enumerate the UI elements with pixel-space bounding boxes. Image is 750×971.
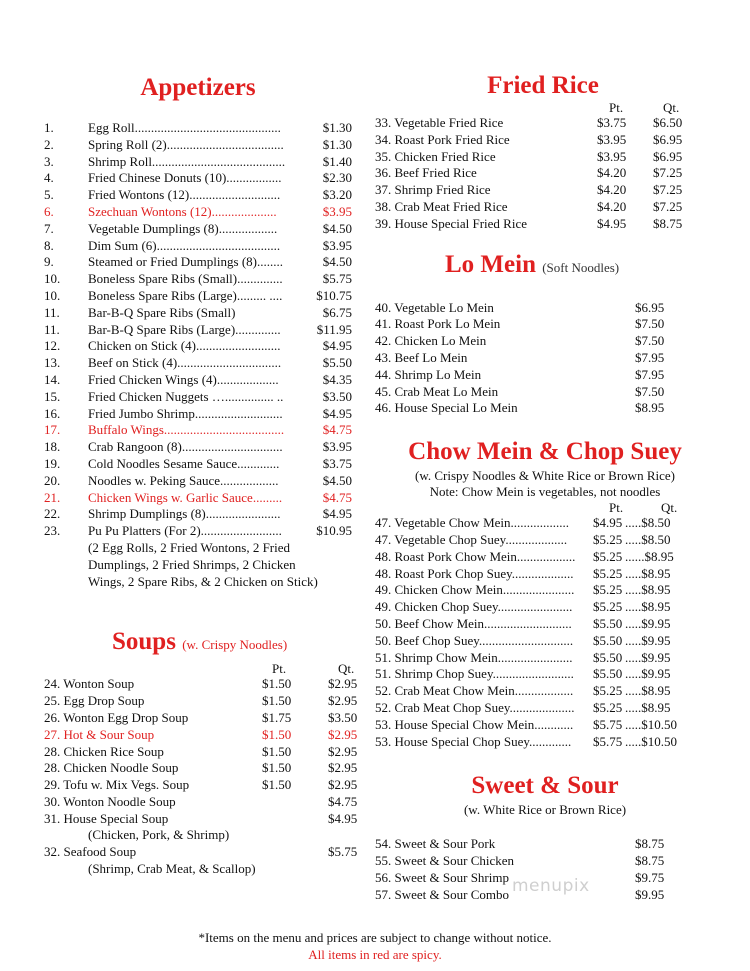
item-name: Egg Roll............................................. [88, 120, 281, 135]
item-name: Fried Chicken Nuggets …............... .. [88, 388, 284, 404]
item-name: Fried Chicken Wings (4)................... [88, 371, 279, 387]
menu-item [375, 333, 695, 350]
item-price-pint: $4.20 [597, 182, 627, 198]
item-name: Cold Noodles Sesame Sauce............. [88, 455, 280, 471]
soups-pt-label: Pt. [272, 661, 287, 677]
item-price: $4.95 [322, 338, 352, 354]
fried-rice-header [375, 100, 695, 115]
menu-item [375, 566, 695, 583]
item-name: 26. Wonton Egg Drop Soup [44, 709, 189, 725]
menu-item [44, 844, 358, 861]
item-name: 49. Chicken Chop Suey....................... [375, 599, 573, 615]
description-line: Wings, 2 Spare Ribs, & 2 Chicken on Stick) [88, 573, 318, 589]
item-price: $7.95 [635, 349, 665, 365]
item-price-pint: $5.75 [593, 716, 623, 732]
item-name: Chicken Wings w. Garlic Sauce......... [88, 489, 283, 505]
menu-item [375, 532, 695, 549]
item-name: Szechuan Wontons (12).................... [88, 203, 277, 219]
menu-item [375, 599, 695, 616]
item-price-pint: $5.25 [593, 531, 623, 547]
item-name: Buffalo Wings..................................... [88, 422, 285, 438]
item-name: 35. Chicken Fried Rice [375, 148, 496, 164]
item-name: Pu Pu Platters (For 2)......................... [88, 523, 282, 539]
item-price-pint: $5.25 [593, 699, 623, 715]
item-price-quart: $6.50 [653, 115, 683, 130]
item-name: Fried Wontons (12)............................ [88, 187, 281, 203]
menu-item [375, 633, 695, 650]
item-name: 30. Wonton Noodle Soup [44, 793, 176, 809]
menu-item [44, 254, 352, 271]
item-price-quart: $2.95 [328, 760, 358, 776]
menu-item [375, 853, 695, 870]
item-name: Fried Jumbo Shrimp........................... [88, 405, 283, 421]
item-price-quart: .....$8.95 [625, 565, 671, 581]
menu-item [375, 616, 695, 633]
item-price: $4.95 [322, 405, 352, 421]
lo-mein-list [375, 300, 695, 418]
item-price-quart: $5.75 [328, 844, 358, 860]
item-price-quart: $2.95 [328, 726, 358, 742]
menu-item [375, 515, 695, 532]
item-name: 42. Chicken Lo Mein [375, 333, 487, 349]
chow-mein-note-2: Note: Chow Mein is vegetables, not noodles [429, 484, 661, 500]
item-name: 36. Beef Fried Rice [375, 165, 477, 181]
item-price-quart: .....$9.95 [625, 632, 671, 648]
menu-item [44, 793, 358, 811]
item-price: $9.75 [635, 869, 665, 885]
item-price: $1.40 [322, 153, 352, 169]
item-name: 24. Wonton Soup [44, 676, 135, 692]
menu-item [44, 322, 352, 339]
lo-mein-subtitle: (Soft Noodles) [542, 259, 620, 275]
menu-item [44, 709, 358, 727]
menu-item [375, 300, 695, 317]
item-price: $7.50 [635, 333, 665, 349]
item-price-pint: $5.75 [593, 733, 623, 749]
item-name: 54. Sweet & Sour Pork [375, 836, 496, 852]
right-column [375, 72, 695, 904]
chow-mein-header [375, 500, 695, 515]
menu-item [44, 422, 352, 439]
item-price: $2.30 [322, 170, 352, 186]
item-price-quart: .....$8.50 [625, 531, 671, 547]
menu-item [44, 456, 352, 473]
item-price-pint: $5.25 [593, 548, 623, 564]
item-name: 46. House Special Lo Mein [375, 400, 518, 416]
item-price-quart: .....$9.95 [625, 615, 671, 631]
item-name: Noodles w. Peking Sauce.................. [88, 472, 279, 488]
appetizers-list [44, 120, 352, 540]
item-price: $4.50 [322, 254, 352, 270]
soups-list [44, 676, 358, 878]
item-price: $3.95 [322, 439, 352, 455]
item-number: 9. [44, 254, 54, 270]
item-name: 34. Roast Pork Fried Rice [375, 131, 510, 147]
menu-item [375, 717, 695, 734]
menu-item [375, 199, 695, 216]
item-price: $6.95 [635, 299, 665, 315]
menu-item [375, 216, 695, 233]
item-price-quart: $4.95 [328, 810, 358, 826]
fried-rice-title: Fried Rice [487, 72, 599, 99]
item-price-quart: .....$8.95 [625, 599, 671, 615]
item-name: 41. Roast Pork Lo Mein [375, 316, 501, 332]
item-name: Dim Sum (6)...................................... [88, 237, 281, 253]
fried-rice-qt-label: Qt. [663, 100, 680, 115]
menu-item [44, 154, 352, 171]
menu-item [44, 221, 352, 238]
menu-item [44, 777, 358, 794]
item-name: 28. Chicken Rice Soup [44, 743, 164, 759]
item-price: $7.50 [635, 316, 665, 332]
item-price-quart: $7.25 [653, 198, 683, 214]
menu-item [44, 439, 352, 456]
menu-item [375, 582, 695, 599]
item-name: Boneless Spare Ribs (Small).............. [88, 271, 283, 287]
item-name: 55. Sweet & Sour Chicken [375, 853, 515, 869]
item-price-quart: .....$8.95 [625, 699, 671, 715]
item-name: 27. Hot & Sour Soup [44, 726, 155, 742]
item-price: $4.35 [322, 371, 352, 387]
item-price-quart: .....$10.50 [625, 716, 677, 732]
menu-item [375, 182, 695, 199]
item-name: 52. Crab Meat Chow Mein.................. [375, 683, 574, 699]
item-price-pint: $5.50 [593, 632, 623, 648]
menu-item [44, 810, 358, 828]
menu-item [375, 700, 695, 717]
sweet-sour-title: Sweet & Sour [471, 772, 619, 800]
item-name: Crab Rangoon (8)............................... [88, 439, 283, 455]
item-name: 38. Crab Meat Fried Rice [375, 198, 508, 214]
item-price: $4.50 [322, 220, 352, 236]
item-price-quart: .....$9.95 [625, 649, 671, 665]
menu-item [44, 372, 352, 389]
item-name: 25. Egg Drop Soup [44, 693, 145, 709]
soups-title: Soups (w. Crispy Noodles) [112, 628, 288, 656]
item-name: 31. House Special Soup [44, 810, 169, 826]
item-number: 4. [44, 170, 54, 186]
item-number: 8. [44, 237, 54, 253]
menu-item [44, 204, 352, 221]
left-column [44, 72, 358, 878]
item-price: $3.75 [322, 455, 352, 471]
item-price-quart: $7.25 [653, 165, 683, 181]
menu-item [375, 836, 695, 853]
item-price-quart: $6.95 [653, 131, 683, 147]
item-price: $3.50 [322, 388, 352, 404]
item-name: 50. Beef Chop Suey............................. [375, 632, 574, 648]
item-name: Vegetable Dumplings (8).................. [88, 220, 278, 236]
item-name: 49. Chicken Chow Mein...................... [375, 582, 575, 598]
item-name: Boneless Spare Ribs (Large)......... .... [88, 287, 283, 303]
menu-item [44, 693, 358, 710]
soups-subtitle: (w. Crispy Noodles) [182, 637, 288, 653]
item-price-pint: $3.95 [597, 148, 627, 164]
item-price-quart: $2.95 [328, 676, 358, 692]
item-number: 18. [44, 439, 61, 455]
item-number: 15. [44, 388, 61, 404]
item-price: $10.95 [316, 523, 352, 539]
item-price-pint: $5.50 [593, 666, 623, 682]
appetizers-title: Appetizers [140, 74, 256, 101]
item-name: 57. Sweet & Sour Combo [375, 886, 509, 902]
menu-item [375, 683, 695, 700]
menu-item [44, 137, 352, 154]
item-name: 39. House Special Fried Rice [375, 215, 527, 231]
item-price: $6.75 [322, 304, 352, 320]
menu-item [44, 743, 358, 761]
item-price-quart: .....$9.95 [625, 666, 671, 682]
item-price-pint: $4.20 [597, 198, 627, 214]
menu-item [375, 316, 695, 333]
item-price: $3.95 [322, 237, 352, 253]
item-price-pint: $1.50 [262, 760, 292, 776]
item-name: 28. Chicken Noodle Soup [44, 760, 179, 776]
item-name: 47. Vegetable Chow Mein.................. [375, 515, 570, 531]
menu-item [375, 400, 695, 417]
item-price: $8.95 [635, 400, 665, 416]
item-name: Shrimp Roll......................................... [88, 153, 286, 169]
menu-item [44, 120, 352, 137]
item-number: 23. [44, 523, 61, 539]
item-number: 11. [44, 321, 60, 337]
item-price-quart: .....$8.95 [625, 582, 671, 598]
item-price-pint: $5.50 [593, 615, 623, 631]
item-number: 17. [44, 422, 61, 438]
sweet-sour-note: (w. White Rice or Brown Rice) [463, 802, 627, 818]
item-name: 47. Vegetable Chop Suey................... [375, 531, 568, 547]
menu-item [375, 650, 695, 667]
item-price-pint: $5.25 [593, 565, 623, 581]
item-price-quart: .....$10.50 [625, 733, 677, 749]
item-name: Beef on Stick (4)................................ [88, 355, 282, 371]
menupix-watermark: menupix [512, 876, 590, 896]
item-price: $3.95 [322, 203, 352, 219]
item-price: $8.75 [635, 853, 665, 869]
item-name: 32. Seafood Soup [44, 844, 137, 860]
menu-item [375, 549, 695, 566]
item-price-quart: .....$8.50 [625, 515, 671, 531]
item-name: 48. Roast Pork Chow Mein.................. [375, 548, 576, 564]
item-price-pint: $4.95 [597, 215, 627, 231]
item-price-pint: $1.50 [262, 693, 292, 709]
item-price-pint: $4.20 [597, 165, 627, 181]
item-name: 52. Crab Meat Chop Suey.................... [375, 699, 575, 715]
menu-item [44, 506, 352, 523]
item-number: 10. [44, 287, 61, 303]
soups-header [44, 661, 355, 677]
item-number: 19. [44, 455, 61, 471]
menu-item [375, 367, 695, 384]
item-price-pint: $4.95 [593, 515, 623, 531]
item-number: 16. [44, 405, 61, 421]
menu-item [375, 734, 695, 751]
menu-item [44, 355, 352, 372]
item-name: 37. Shrimp Fried Rice [375, 182, 491, 198]
item-price-pint: $5.25 [593, 582, 623, 598]
menu-item [375, 115, 695, 132]
menu-item [44, 760, 358, 777]
item-number: 11. [44, 304, 60, 320]
item-price-quart: $6.95 [653, 148, 683, 164]
chow-mein-list [375, 515, 695, 750]
item-price: $7.50 [635, 383, 665, 399]
menu-item [44, 523, 352, 540]
item-number: 6. [44, 203, 54, 219]
menu-item [44, 406, 352, 423]
item-price-quart: $7.25 [653, 182, 683, 198]
menu-item [44, 490, 352, 507]
menu-item [44, 473, 352, 490]
item-name: Chicken on Stick (4).......................... [88, 338, 281, 354]
item-name: 56. Sweet & Sour Shrimp [375, 869, 509, 885]
item-number: 14. [44, 371, 61, 387]
item-price-pint: $1.50 [262, 726, 292, 742]
item-price-pint: $1.75 [262, 709, 292, 725]
item-name: 51. Shrimp Chow Mein....................... [375, 649, 573, 665]
chow-mein-title: Chow Mein & Chop Suey [408, 438, 682, 466]
item-price: $4.75 [322, 422, 352, 438]
item-price-quart: ......$8.95 [625, 548, 674, 564]
chow-mein-pt-label: Pt. [609, 500, 624, 516]
menu-item [375, 384, 695, 401]
menu-item [375, 165, 695, 182]
item-number: 13. [44, 355, 61, 371]
item-price-pint: $1.50 [262, 777, 292, 793]
item-price-pint: $5.50 [593, 649, 623, 665]
item-price-quart: .....$8.95 [625, 683, 671, 699]
item-number: 20. [44, 472, 61, 488]
item-name: 33. Vegetable Fried Rice [375, 115, 504, 130]
description-line: Dumplings, 2 Fried Shrimps, 2 Chicken [88, 556, 296, 572]
item-name: Bar-B-Q Spare Ribs (Large).............. [88, 321, 281, 337]
menu-item [44, 726, 358, 744]
item-name: 43. Beef Lo Mein [375, 349, 468, 365]
menu-item [375, 350, 695, 367]
item-price: $5.75 [322, 271, 352, 287]
item-name: Steamed or Fried Dumplings (8)........ [88, 254, 283, 270]
chow-mein-qt-label: Qt. [661, 500, 678, 516]
item-name: 53. House Special Chop Suey............. [375, 733, 572, 749]
item-price: $10.75 [316, 287, 352, 303]
item-price-quart: $2.95 [328, 693, 358, 709]
item-price: $4.95 [322, 506, 352, 522]
item-name: Spring Roll (2).................................... [88, 136, 284, 152]
item-price-quart: $2.95 [328, 777, 358, 793]
menu-item [44, 305, 352, 322]
lo-mein-title: Lo Mein (Soft Noodles) [445, 250, 620, 278]
item-price: $3.20 [322, 187, 352, 203]
item-name: 48. Roast Pork Chop Suey................... [375, 565, 574, 581]
menu-item [44, 170, 352, 187]
item-price-pint: $5.25 [593, 599, 623, 615]
item-price: $11.95 [316, 321, 352, 337]
menu-item [44, 338, 352, 355]
item-name: 51. Shrimp Chop Suey......................... [375, 666, 574, 682]
item-name: 45. Crab Meat Lo Mein [375, 383, 499, 399]
item-price-quart: $8.75 [653, 215, 683, 231]
menu-item [375, 132, 695, 149]
menu-item [44, 288, 352, 305]
chow-mein-note: (w. Crispy Noodles & White Rice or Brown Rice) [415, 468, 675, 484]
fried-rice-list [375, 115, 695, 233]
item-name: 53. House Special Chow Mein............ [375, 716, 574, 732]
item-price: $1.30 [322, 136, 352, 152]
item-price: $8.75 [635, 836, 665, 852]
item-price: $7.95 [635, 366, 665, 382]
soups-qt-label: Qt. [338, 661, 355, 677]
description-line: (2 Egg Rolls, 2 Fried Wontons, 2 Fried [88, 539, 291, 555]
menu-item [44, 271, 352, 288]
item-name: Shrimp Dumplings (8)....................... [88, 506, 281, 522]
menu-item [44, 676, 358, 693]
menu-item [375, 149, 695, 166]
menu-item [44, 238, 352, 255]
item-price: $4.50 [322, 472, 352, 488]
menu-item [44, 187, 352, 204]
footer-disclaimer: *Items on the menu and prices are subject to change without notice. [198, 930, 552, 945]
item-name: 44. Shrimp Lo Mein [375, 366, 482, 382]
item-number: 2. [44, 136, 54, 152]
item-name: Fried Chinese Donuts (10)................. [88, 170, 282, 186]
item-number: 5. [44, 187, 54, 203]
item-price: $9.95 [635, 886, 665, 902]
menu-item [44, 389, 352, 406]
item-price-pint: $5.25 [593, 683, 623, 699]
description-line: (Shrimp, Crab Meat, & Scallop) [88, 861, 256, 877]
item-price-quart: $3.50 [328, 709, 358, 725]
item-name: Bar-B-Q Spare Ribs (Small) [88, 304, 236, 320]
item-price: $1.30 [322, 120, 352, 135]
item-number: 22. [44, 506, 61, 522]
item-number: 21. [44, 489, 61, 505]
item-number: 3. [44, 153, 54, 169]
menu-item [375, 666, 695, 683]
item-name: 50. Beef Chow Mein........................... [375, 615, 572, 631]
description-line: (Chicken, Pork, & Shrimp) [88, 827, 230, 843]
item-price: $5.50 [322, 355, 352, 371]
item-number: 12. [44, 338, 61, 354]
item-name: 29. Tofu w. Mix Vegs. Soup [44, 777, 190, 793]
item-number: 7. [44, 220, 54, 236]
item-price-pint: $1.50 [262, 676, 292, 692]
item-price-pint: $3.95 [597, 131, 627, 147]
item-name: 40. Vegetable Lo Mein [375, 299, 494, 315]
item-price-quart: $2.95 [328, 743, 358, 759]
item-price-quart: $4.75 [328, 793, 358, 809]
item-price: $4.75 [322, 489, 352, 505]
footer-spicy-note: All items in red are spicy. [308, 947, 442, 962]
pupu-platter-description [44, 540, 352, 590]
item-price-pint: $3.75 [597, 115, 627, 130]
item-price-pint: $1.50 [262, 743, 292, 759]
item-number: 1. [44, 120, 54, 135]
fried-rice-pt-label: Pt. [609, 100, 624, 115]
item-number: 10. [44, 271, 61, 287]
